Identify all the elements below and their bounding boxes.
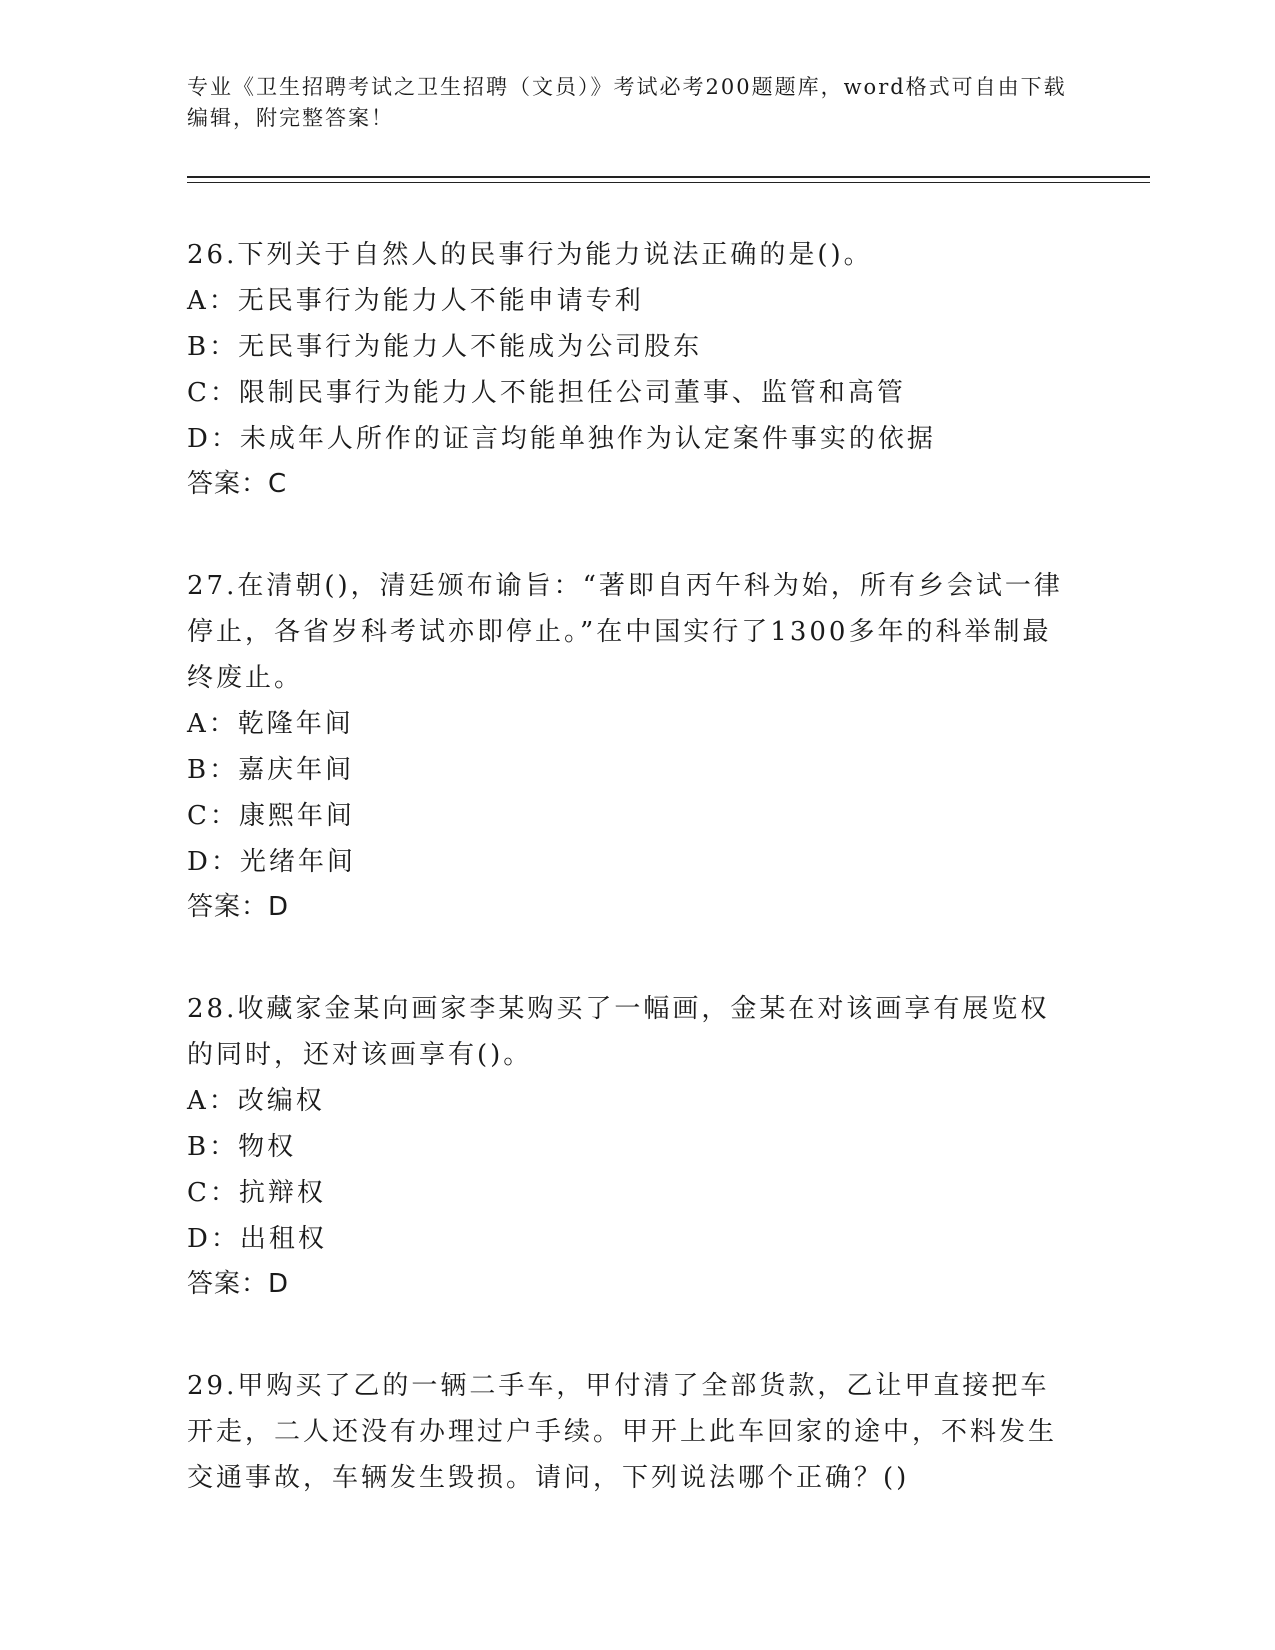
question-28 <box>187 986 1087 1306</box>
option-a: A：改编权 <box>187 1086 325 1116</box>
option-c: C：康熙年间 <box>187 801 355 831</box>
answer-line: 答案：D <box>187 1269 290 1299</box>
header-divider-thick <box>187 176 1150 178</box>
option-b: B：无民事行为能力人不能成为公司股东 <box>187 332 703 362</box>
question-stem: 29.甲购买了乙的一辆二手车，甲付清了全部货款，乙让甲直接把车开走，二人还没有办理过户手续。甲开上此车回家的途中，不料发生交通事故，车辆发生毁损。请问，下列说法哪个正确？() <box>187 1371 1058 1493</box>
option-b: B：物权 <box>187 1132 297 1162</box>
question-29 <box>187 1363 1087 1501</box>
option-d: D：未成年人所作的证言均能单独作为认定案件事实的依据 <box>187 424 936 454</box>
question-stem: 28.收藏家金某向画家李某购买了一幅画，金某在对该画享有展览权的同时，还对该画享有()。 <box>187 994 1050 1070</box>
question-27 <box>187 563 1087 929</box>
option-a: A：无民事行为能力人不能申请专利 <box>187 286 644 316</box>
answer-line: 答案：D <box>187 892 290 922</box>
option-c: C：限制民事行为能力人不能担任公司董事、监管和高管 <box>187 378 906 408</box>
option-a: A：乾隆年间 <box>187 709 354 739</box>
answer-line: 答案：C <box>187 469 288 499</box>
option-d: D：出租权 <box>187 1224 327 1254</box>
question-stem: 27.在清朝()，清廷颁布谕旨：“著即自丙午科为始，所有乡会试一律停止，各省岁科考试亦即停止。”在中国实行了1300多年的科举制最终废止。 <box>187 571 1063 693</box>
option-d: D：光绪年间 <box>187 847 356 877</box>
header-divider-thin <box>187 182 1150 183</box>
option-b: B：嘉庆年间 <box>187 755 355 785</box>
question-26 <box>187 232 1087 506</box>
question-list <box>187 232 1087 1558</box>
option-c: C：抗辩权 <box>187 1178 326 1208</box>
document-header: 专业《卫生招聘考试之卫生招聘（文员）》考试必考200题题库，word格式可自由下载编辑，附完整答案！ <box>187 75 1067 130</box>
question-stem: 26.下列关于自然人的民事行为能力说法正确的是()。 <box>187 240 873 270</box>
